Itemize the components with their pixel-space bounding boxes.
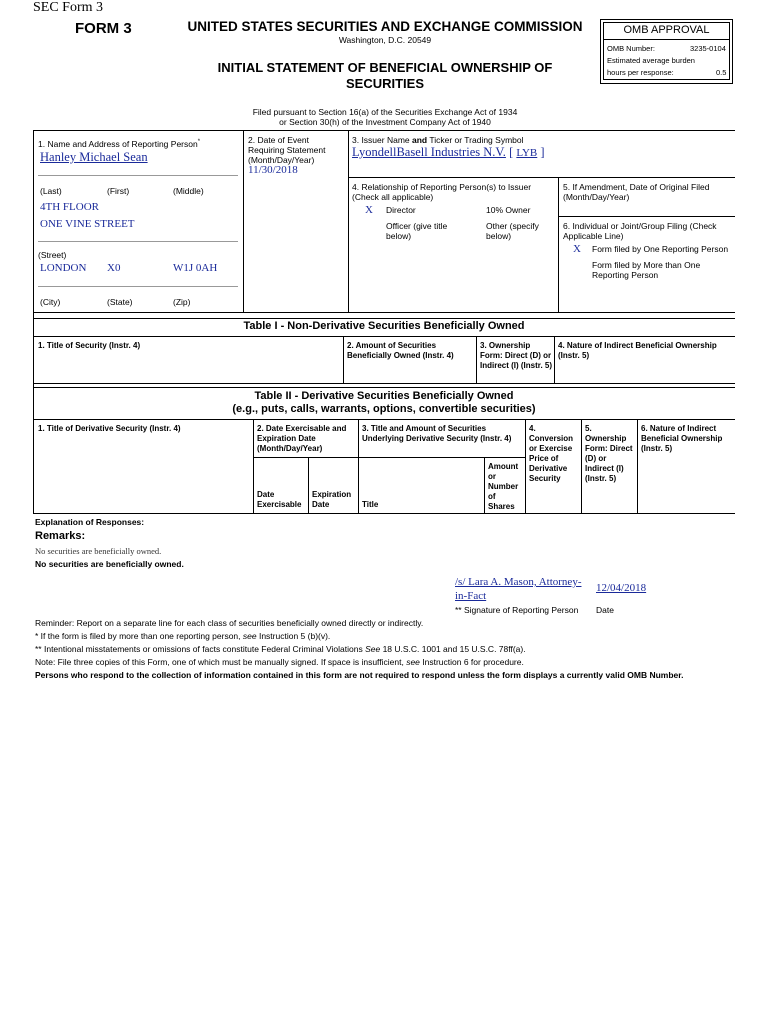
address-line-2: ONE VINE STREET xyxy=(40,218,135,230)
note-copies: Note: File three copies of this Form, one of which must be manually signed. If space is insufficient, see Instruction 6 for procedure. xyxy=(35,657,524,667)
t2-sub-expiration: Expiration Date xyxy=(312,490,352,509)
table1-header-top xyxy=(33,336,735,337)
t2-sub-line-1 xyxy=(308,457,309,513)
t2-col6-line xyxy=(637,419,638,513)
t1-col4-header: 4. Nature of Indirect Beneficial Ownership (Instr. 5) xyxy=(558,341,717,360)
remarks-bold-text: No securities are beneficially owned. xyxy=(35,559,184,569)
more-persons-label: Form filed by More than One Reporting Person xyxy=(592,260,701,280)
t2-col3-header: 3. Title and Amount of Securities Underlying Derivative Security (Instr. 4) xyxy=(362,424,512,443)
explanation-label: Explanation of Responses: xyxy=(35,517,145,527)
signature-date-block xyxy=(596,582,646,594)
note-misstatements: ** Intentional misstatements or omissions of facts constitute Federal Criminal Violations See 18 U.S.C. 1001 and 15 U.S.C. 78ff(a). xyxy=(35,644,526,654)
t1-col3-line xyxy=(476,336,477,383)
table1-top xyxy=(33,318,735,319)
t2-col3-line xyxy=(358,419,359,513)
signature-label: ** Signature of Reporting Person xyxy=(455,605,579,615)
address-line-1: 4TH FLOOR xyxy=(40,201,99,213)
box1-right xyxy=(243,130,244,312)
signature-date-label: Date xyxy=(596,605,614,615)
t1-col2-line xyxy=(343,336,344,383)
filed-pursuant-2: or Section 30(h) of the Investment Company Act of 1940 xyxy=(279,117,491,127)
remarks-label: Remarks: xyxy=(35,530,86,542)
city-label: (City) xyxy=(40,297,61,307)
table2-header-top xyxy=(33,419,735,420)
issuer-line: LyondellBasell Industries N.V. [ LYB ] xyxy=(352,145,545,159)
t2-col2-line xyxy=(253,419,254,513)
director-check[interactable]: X xyxy=(365,204,373,216)
box4-right xyxy=(558,177,559,312)
one-person-check[interactable]: X xyxy=(573,243,581,255)
table2-bottom xyxy=(33,513,735,514)
last-label: (Last) xyxy=(40,186,62,196)
filed-pursuant-1: Filed pursuant to Section 16(a) of the Securities Exchange Act of 1934 xyxy=(252,107,518,117)
signature-name-link[interactable]: /s/ Lara A. Mason, Attorney-in-Fact xyxy=(455,576,582,602)
city-value: LONDON xyxy=(40,262,87,274)
signature-block xyxy=(455,575,585,603)
street-label: (Street) xyxy=(38,250,67,260)
table2-top xyxy=(33,387,735,388)
form-number: FORM 3 xyxy=(75,20,132,37)
frame-bottom-top-section xyxy=(33,312,735,313)
omb-hours-label: hours per response: xyxy=(607,68,674,77)
omb-burden-label: Estimated average burden xyxy=(607,56,695,65)
t2-sub-date-exercisable: Date Exercisable xyxy=(257,490,302,509)
omb-hours-value: 0.5 xyxy=(716,68,727,77)
note-multiple-persons: * If the form is filed by more than one reporting person, see Instruction 5 (b)(v). xyxy=(35,631,331,641)
amendment-label: 5. If Amendment, Date of Original Filed (Month/Day/Year) xyxy=(563,182,710,202)
one-person-label: Form filed by One Reporting Person xyxy=(592,244,729,254)
t2-sub-title: Title xyxy=(362,500,379,509)
divider-2 xyxy=(38,241,238,242)
commission-title: UNITED STATES SECURITIES AND EXCHANGE COMMISSION xyxy=(187,19,583,34)
box1-label: 1. Name and Address of Reporting Person* xyxy=(38,138,201,149)
t2-col6-header: 6. Nature of Indirect Beneficial Ownership (Instr. 5) xyxy=(641,424,723,453)
t2-col2-header: 2. Date Exercisable and Expiration Date (Month/Day/Year) xyxy=(257,424,347,453)
commission-address: Washington, D.C. 20549 xyxy=(338,35,432,45)
state-label: (State) xyxy=(107,297,133,307)
first-label: (First) xyxy=(107,186,130,196)
t1-col1-header: 1. Title of Security (Instr. 4) xyxy=(38,341,141,350)
director-label: Director xyxy=(386,205,416,215)
t2-col5-line xyxy=(581,419,582,513)
table1-bottom xyxy=(33,383,735,384)
remarks-text: No securities are beneficially owned. xyxy=(35,546,162,556)
filing-type-label: 6. Individual or Joint/Group Filing (Check Applicable Line) xyxy=(563,221,717,241)
t1-col2-header: 2. Amount of Securities Beneficially Owned (Instr. 4) xyxy=(347,341,454,360)
table1-title: Table I - Non-Derivative Securities Beneficially Owned xyxy=(243,320,525,332)
t2-sub-line-2 xyxy=(484,457,485,513)
reminder-note: Reminder: Report on a separate line for each class of securities beneficially owned directly or indirectly. xyxy=(35,618,424,628)
omb-divider xyxy=(603,39,730,40)
asterisk-mark: * xyxy=(197,139,201,145)
officer-label: Officer (give title below) xyxy=(386,221,448,241)
signature-date-link[interactable]: 12/04/2018 xyxy=(596,582,647,594)
t2-sub-amount: Amount or Number of Shares xyxy=(488,462,519,511)
sec-form-label: SEC Form 3 xyxy=(33,0,104,15)
ten-percent-owner-label: 10% Owner xyxy=(486,205,531,215)
t2-col1-header: 1. Title of Derivative Security (Instr. 4) xyxy=(38,424,181,433)
t2-col4-line xyxy=(525,419,526,513)
divider-3 xyxy=(38,286,238,287)
ticker-link[interactable]: LYB xyxy=(516,147,538,159)
omb-header: OMB APPROVAL xyxy=(623,24,710,36)
issuer-name-link[interactable]: LyondellBasell Industries N.V. xyxy=(352,145,506,159)
statement-title: INITIAL STATEMENT OF BENEFICIAL OWNERSHIP OF SECURITIES xyxy=(217,60,553,91)
divider-1 xyxy=(38,175,238,176)
reporting-person-name[interactable]: Hanley Michael Sean xyxy=(40,150,148,164)
t1-col3-header: 3. Ownership Form: Direct (D) or Indirect (I) (Instr. 5) xyxy=(480,341,553,370)
table2-title-1: Table II - Derivative Securities Beneficially Owned xyxy=(254,390,514,402)
frame-top xyxy=(33,130,735,131)
zip-label: (Zip) xyxy=(173,297,191,307)
middle-label: (Middle) xyxy=(173,186,204,196)
t1-col4-line xyxy=(554,336,555,383)
event-date-value: 11/30/2018 xyxy=(248,164,298,176)
t2-col4-header: 4. Conversion or Exercise Price of Derivative Security xyxy=(529,424,574,483)
table2-title-2: (e.g., puts, calls, warrants, options, convertible securities) xyxy=(232,403,536,415)
other-label: Other (specify below) xyxy=(486,221,539,241)
box5-bottom xyxy=(558,216,735,217)
state-value: X0 xyxy=(107,262,121,274)
box2-right xyxy=(348,130,349,312)
omb-number-label: OMB Number: xyxy=(607,44,655,53)
event-date-label: 2. Date of Event Requiring Statement (Month/Day/Year) xyxy=(248,135,326,165)
omb-number-value: 3235-0104 xyxy=(690,44,726,53)
box3-bottom xyxy=(348,177,735,178)
issuer-label: 3. Issuer Name and Ticker or Trading Symbol xyxy=(352,135,524,145)
omb-persons-note: Persons who respond to the collection of information contained in this form are not required to respond unless the form displays a currently valid OMB Number. xyxy=(35,670,684,680)
zip-value: W1J 0AH xyxy=(173,262,218,274)
relationship-label: 4. Relationship of Reporting Person(s) to Issuer (Check all applicable) xyxy=(352,182,532,202)
t2-col5-header: 5. Ownership Form: Direct (D) or Indirect (I) (Instr. 5) xyxy=(585,424,633,483)
